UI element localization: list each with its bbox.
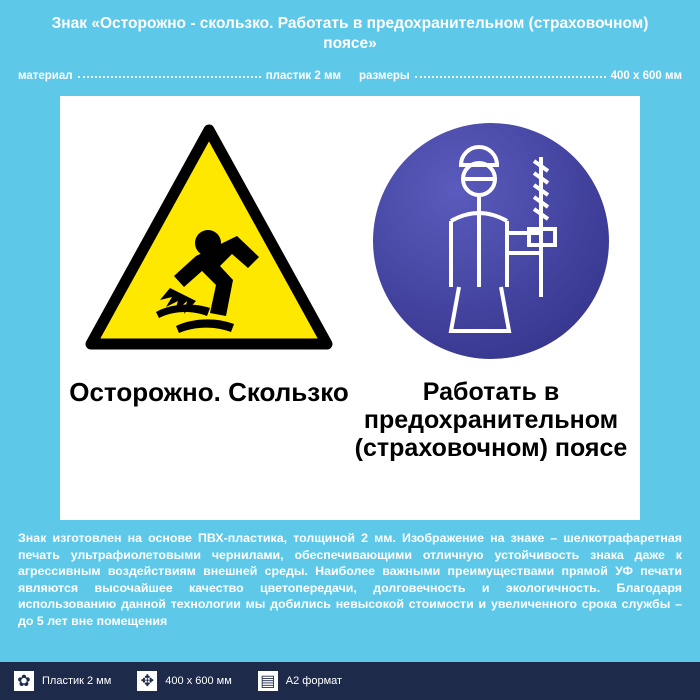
footer-material-label: Пластик 2 мм — [42, 675, 112, 687]
spec-size-label: размеры — [359, 70, 410, 83]
resize-arrows-icon: ✥ — [137, 671, 157, 691]
footer-item-material — [14, 671, 111, 691]
sign-right-caption: Работать в предохранительном (страховочном) поясе — [354, 378, 628, 463]
sign-right — [350, 110, 632, 520]
spec-material-label: материал — [18, 70, 73, 83]
dot-leader — [415, 75, 606, 78]
product-image — [60, 96, 640, 520]
page-title: Знак «Осторожно - скользко. Работать в предохранительном (страховочном) поясе» — [51, 15, 649, 53]
footer-bar — [0, 662, 700, 700]
sign-left-caption: Осторожно. Скользко — [69, 377, 349, 408]
spec-size-value: 400 x 600 мм — [610, 70, 682, 83]
document-icon: ▤ — [258, 671, 278, 691]
footer-format-label: А2 формат — [285, 675, 343, 687]
spec-material-value: пластик 2 мм — [265, 70, 341, 83]
footer-item-size — [137, 671, 232, 691]
dot-leader — [78, 75, 261, 78]
spec-line — [0, 58, 700, 82]
sign-left — [68, 110, 350, 520]
footer-item-format — [258, 671, 342, 691]
safety-harness-circle-icon — [371, 110, 611, 372]
spec-material — [18, 70, 341, 82]
sign-row — [60, 96, 640, 520]
warning-slippery-triangle-icon — [84, 110, 334, 372]
footer-size-label: 400 x 600 мм — [165, 675, 232, 687]
spec-size — [359, 70, 682, 82]
gear-icon: ✿ — [14, 671, 34, 691]
product-description: Знак изготовлен на основе ПВХ-пластика, толщиной 2 мм. Изображение на знаке – шелкотрафаретная печать ультрафиолетовыми чернилами, обеспечивающими отличную устойчивость знака даже к агрессивным воздействиям внешней среды. Наиболее важными преимуществами прямой УФ печати являются высочайшее качество цветопередачи, долговечность и экологичность. Благодаря использованию данной технологии мы добились невысокой стоимости и увеличенного срока службы – до 5 лет вне помещения — [18, 531, 682, 628]
